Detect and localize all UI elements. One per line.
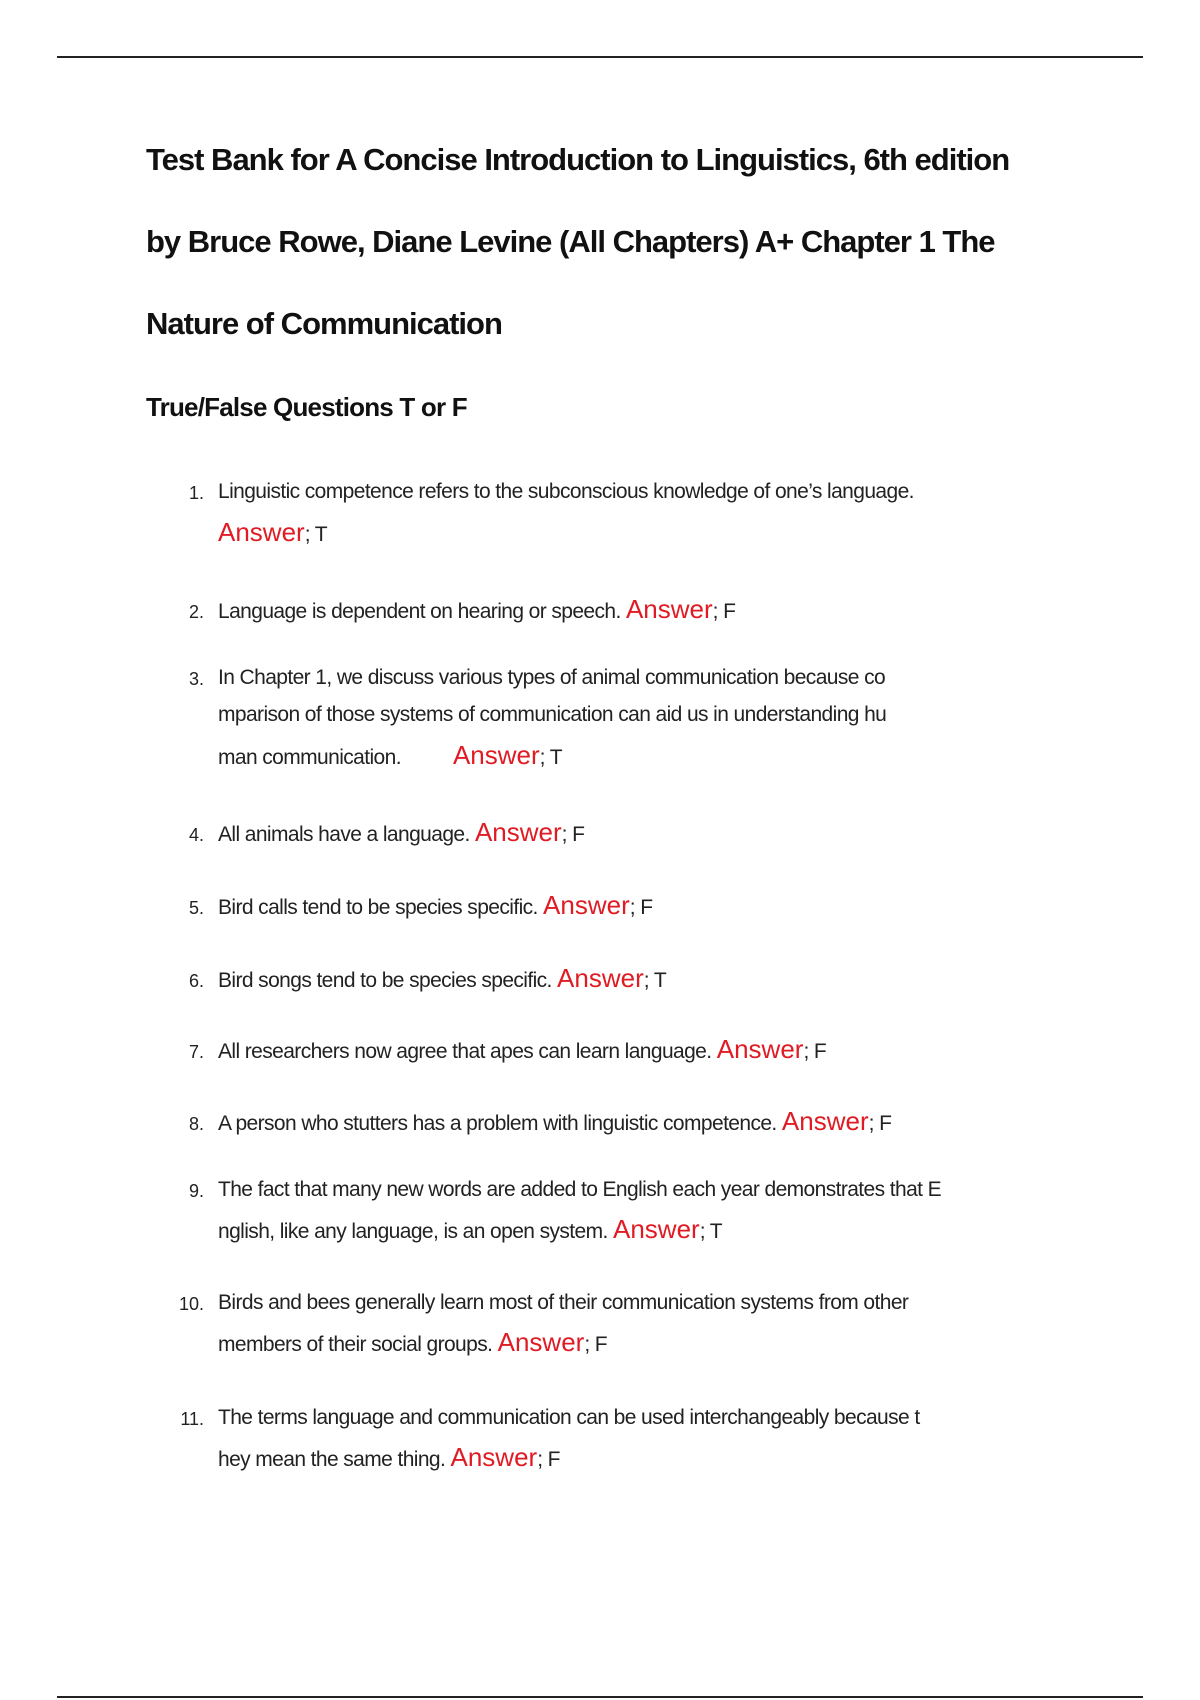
question-text: All animals have a language. Answer; F xyxy=(218,817,585,847)
answer-label: Answer xyxy=(716,1034,804,1064)
answer-label: Answer xyxy=(218,517,305,547)
answer-value: ; F xyxy=(584,1333,608,1356)
question-text: man communication. Answer; T xyxy=(218,740,562,770)
question-text: Bird songs tend to be species specific. Answer; T xyxy=(218,963,667,993)
question-number: 5. xyxy=(188,898,204,918)
question-text: A person who stutters has a problem with linguistic competence. Answer; F xyxy=(218,1106,892,1136)
question-text: Birds and bees generally learn most of their communication systems from other xyxy=(218,1291,909,1314)
answer-value: ; F xyxy=(561,823,585,846)
answer-label: Answer xyxy=(450,1442,538,1472)
answer-label: Answer xyxy=(557,963,644,993)
answer-value: ; F xyxy=(712,600,736,623)
question-number: 1. xyxy=(188,483,204,503)
question-text: Language is dependent on hearing or speech. Answer; F xyxy=(218,594,736,624)
question-number: 4. xyxy=(188,825,204,845)
answer-value: ; T xyxy=(304,523,328,546)
question-text: Bird calls tend to be species specific. Answer; F xyxy=(218,890,653,920)
answer-label: Answer xyxy=(781,1106,869,1136)
title-line-1: Test Bank for A Concise Introduction to Linguistics, 6th edition xyxy=(146,142,1010,177)
answer-line xyxy=(218,517,327,548)
title-line-2: by Bruce Rowe, Diane Levine (All Chapters) A+ Chapter 1 The xyxy=(146,224,995,259)
question-text: members of their social groups. Answer; F xyxy=(218,1327,608,1357)
question-text: mparison of those systems of communication can aid us in understanding hu xyxy=(218,703,887,726)
bottom-rule xyxy=(57,1696,1143,1698)
question-number: 8. xyxy=(188,1114,204,1134)
question-text: The terms language and communication can be used interchangeably because t xyxy=(218,1406,920,1429)
question-text: hey mean the same thing. Answer; F xyxy=(218,1442,560,1472)
question-number: 10. xyxy=(178,1294,204,1314)
question-text: Linguistic competence refers to the subconscious knowledge of one’s language. xyxy=(218,480,914,503)
answer-value: ; F xyxy=(629,896,653,919)
top-rule xyxy=(57,56,1143,58)
question-number: 11. xyxy=(180,1409,204,1429)
document-title xyxy=(146,140,1106,386)
answer-value: ; T xyxy=(643,969,667,992)
answer-value: ; T xyxy=(539,746,562,769)
answer-value: ; F xyxy=(537,1448,560,1471)
answer-value: ; F xyxy=(803,1040,827,1063)
question-number: 9. xyxy=(188,1181,204,1201)
answer-label: Answer xyxy=(452,740,540,770)
question-text: All researchers now agree that apes can learn language. Answer; F xyxy=(218,1034,827,1064)
question-text: The fact that many new words are added to English each year demonstrates that E xyxy=(218,1178,942,1201)
answer-label: Answer xyxy=(625,594,713,624)
answer-label: Answer xyxy=(613,1214,700,1244)
question-text: In Chapter 1, we discuss various types of animal communication because co xyxy=(218,666,886,689)
question-number: 7. xyxy=(188,1042,204,1062)
question-number: 3. xyxy=(188,669,204,689)
question-number: 2. xyxy=(188,602,204,622)
answer-value: ; T xyxy=(699,1220,723,1243)
section-heading: True/False Questions T or F xyxy=(146,392,467,422)
answer-label: Answer xyxy=(497,1327,585,1357)
answer-value: ; F xyxy=(868,1112,892,1135)
answer-label: Answer xyxy=(474,817,562,847)
question-number: 6. xyxy=(188,971,204,991)
answer-label: Answer xyxy=(543,890,630,920)
title-line-3: Nature of Communication xyxy=(146,306,502,341)
question-text: nglish, like any language, is an open system. Answer; T xyxy=(218,1214,723,1244)
